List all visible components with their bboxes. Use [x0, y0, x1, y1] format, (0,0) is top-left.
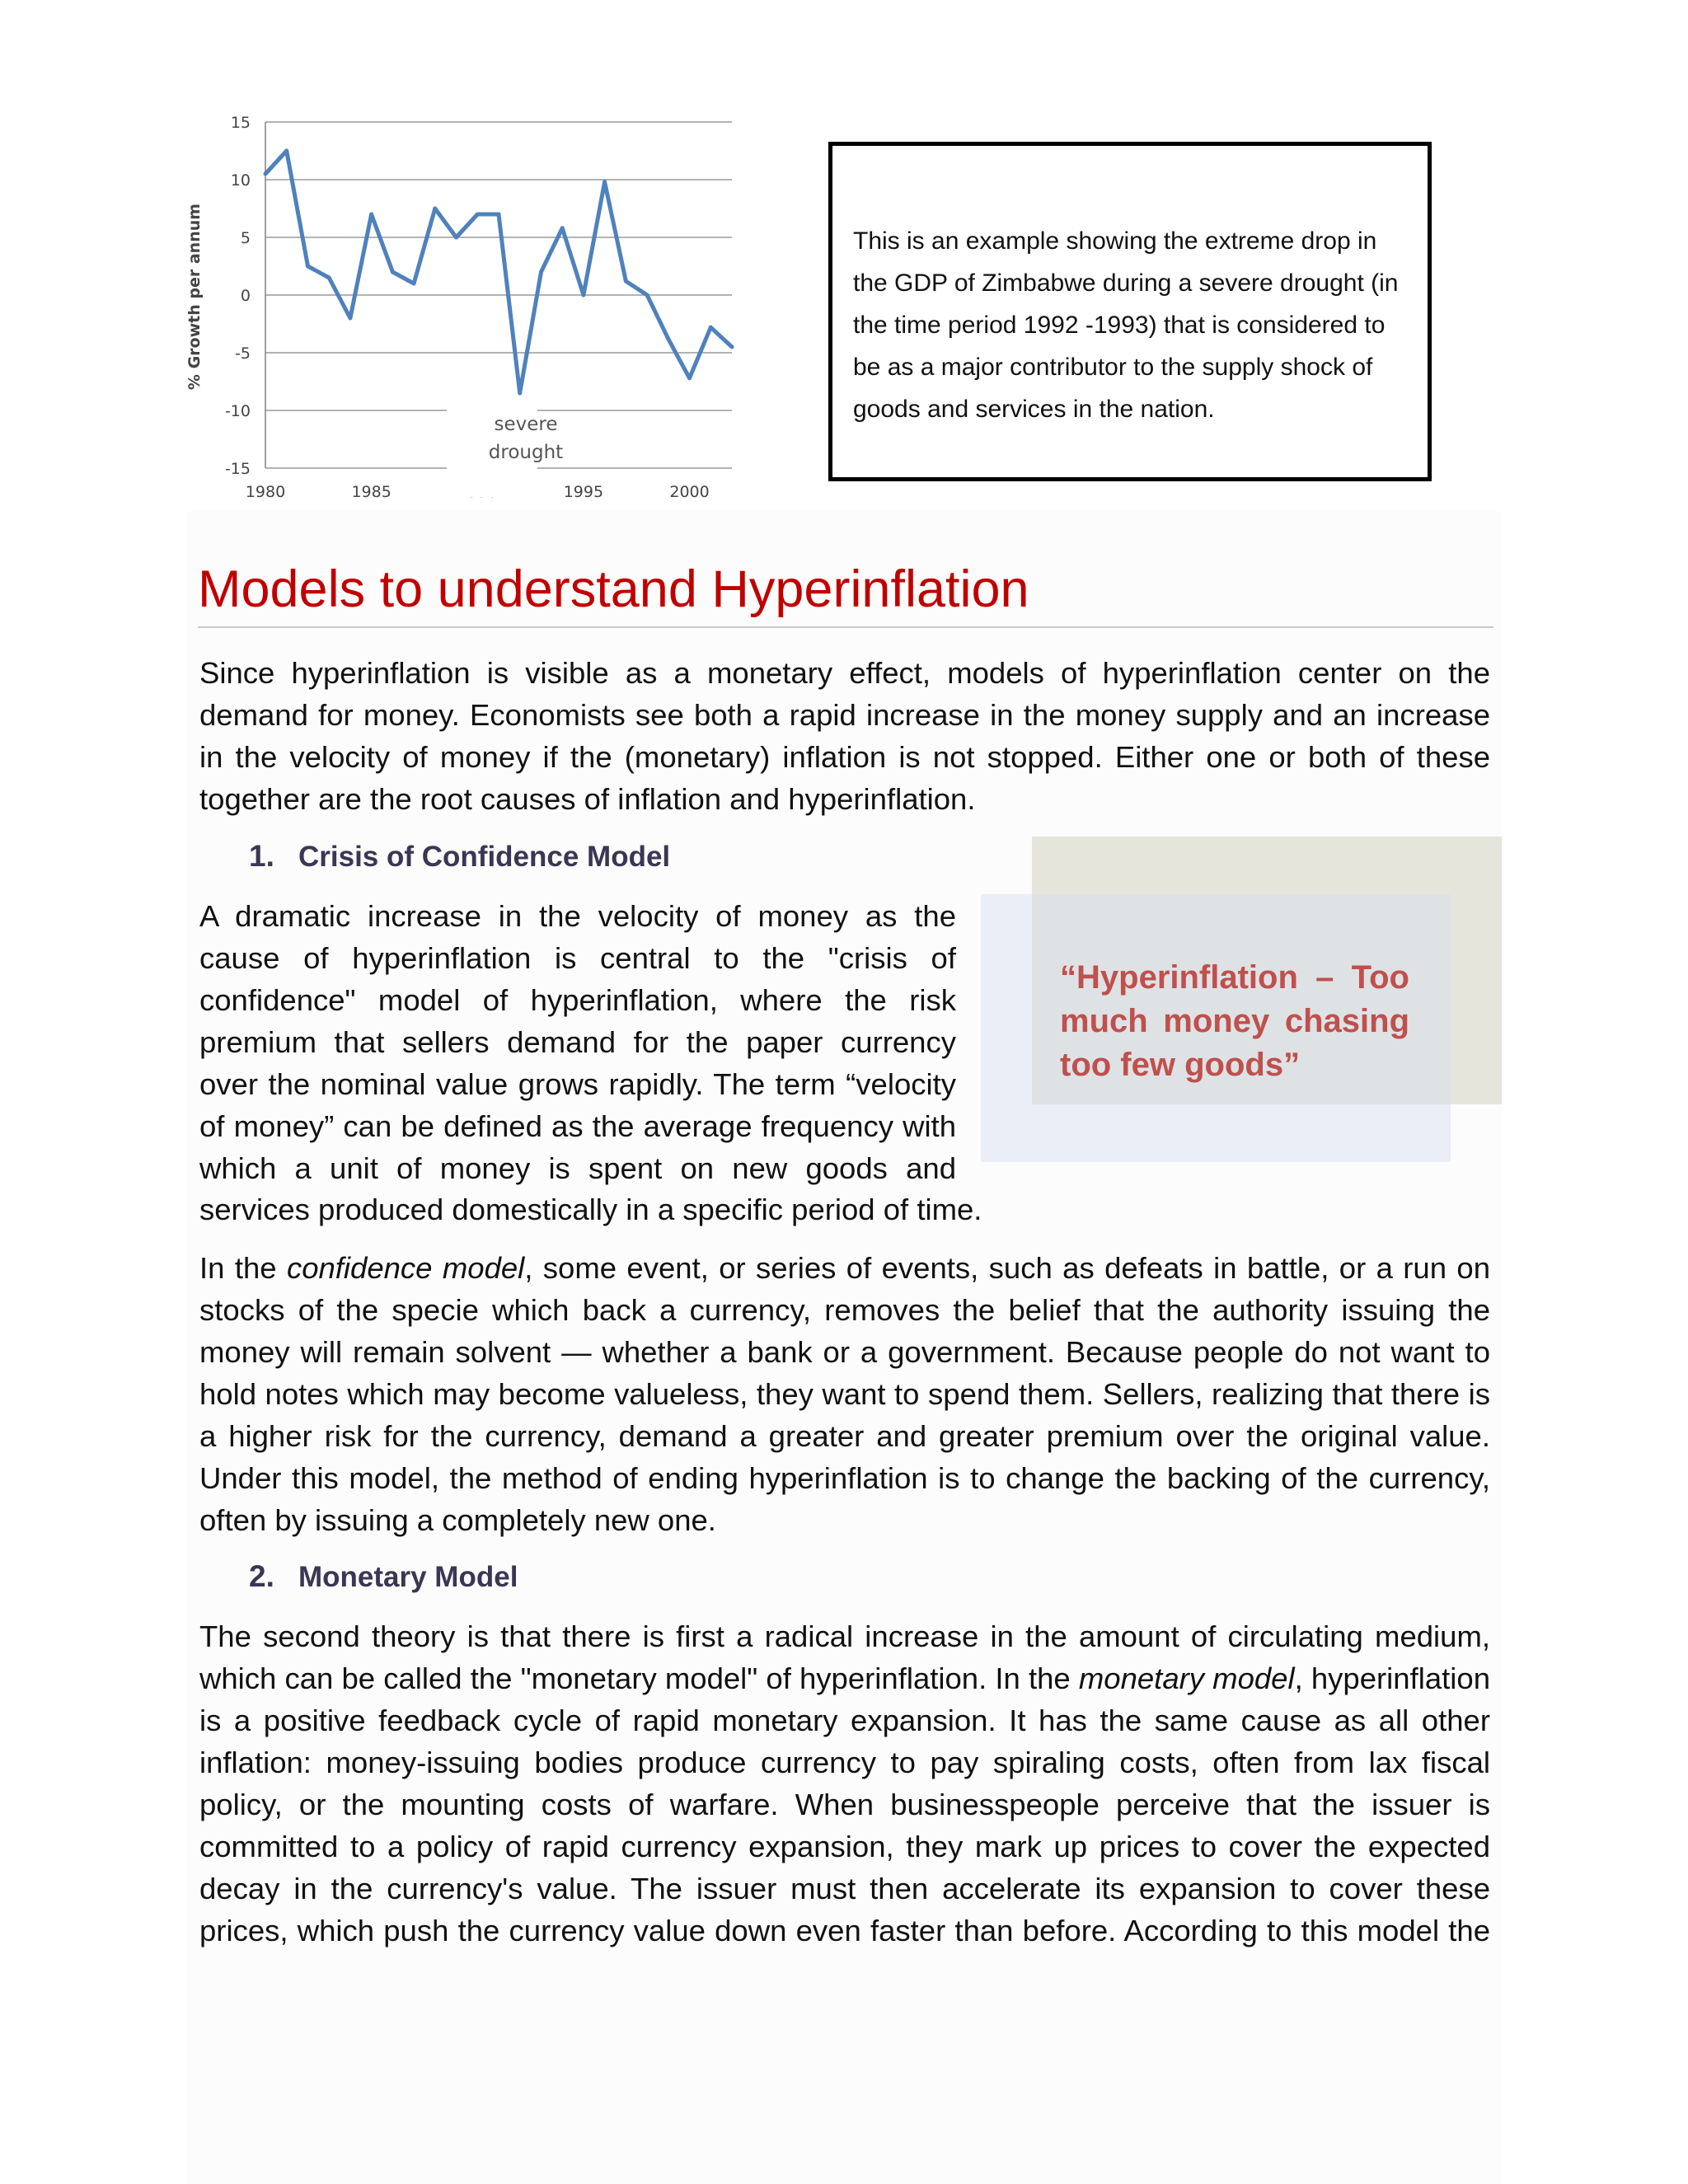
chart-caption-box [828, 142, 1432, 481]
model-2-title: Monetary Model [298, 1561, 518, 1593]
caption-line: goods and services in the nation. [853, 396, 1215, 423]
chart-y-tick-label: 10 [230, 171, 251, 190]
chart-annotation-line-2: drought [488, 442, 564, 463]
chart-data-point [709, 326, 713, 330]
chart-data-point [645, 293, 649, 298]
caption-line: the GDP of Zimbabwe during a severe drought (in [853, 269, 1399, 297]
chart-data-point [560, 226, 565, 230]
model-1-paragraph-1: A dramatic increase in the velocity of money as the cause of hyperinflation is central to the "crisis of confidence" model of hyperinflation, where the risk premium that sellers demand for the paper currency over the nominal value grows rapidly. The term “velocity of money” can be defined as the average frequency with which a unit of money is spent on new goods and [199, 899, 956, 1185]
section-heading: Models to understand Hyperinflation [198, 560, 1029, 618]
chart-data-point [369, 213, 373, 217]
chart-data-point [581, 293, 585, 298]
chart-y-tick-label: -10 [224, 402, 251, 420]
chart-data-point [730, 345, 734, 349]
caption-line: the time period 1992 -1993) that is considered to [853, 312, 1386, 339]
chart-y-tick-label: -15 [224, 460, 251, 478]
chart-data-point [306, 265, 310, 269]
pull-quote: “Hyperinflation – Too much money chasing too few goods” [1060, 959, 1409, 1083]
chart-data-point [454, 236, 458, 240]
chart-data-point [264, 172, 268, 176]
chart-data-point [687, 376, 692, 380]
caption-line: be as a major contributor to the supply shock of [853, 354, 1373, 381]
emphasis-confidence-model: confidence model [286, 1251, 525, 1285]
chart-data-point [433, 207, 437, 211]
chart-data-point [603, 180, 607, 184]
chart-x-tick-label: 1985 [351, 483, 392, 501]
model-2-paragraph [199, 1615, 1490, 1952]
text-run: In the [199, 1251, 287, 1285]
intro-paragraph: Since hyperinflation is visible as a monetary effect, models of hyperinflation center on the demand for money. Economists see both a rapid increase in the money supply and an increase in the velocity of money if the (monetary) inflation is not stopped. Either one or both of these together are the root causes of inflation and hyperinflation. [199, 656, 1490, 816]
chart-y-tick-label: 0 [240, 287, 251, 305]
text-run: , some event, or series of events, such as defeats in battle, or a run on stocks of the specie which back a currency, removes the belief that the authority issuing the money will remain solvent — whether a bank or a government. Because people do not want to hold notes which may become valueless, they want to spend them. Sellers, realizing that there is a higher risk for the currency, demand a greater and greater premium over the original value. Under this model, the method of ending hyperinflation is to change the backing of the currency, often by issuing a completely new one. [199, 1251, 1490, 1537]
model-1-heading [249, 836, 670, 878]
chart-y-tick-labels [225, 114, 251, 478]
chart-data-point [518, 391, 522, 396]
chart-data-point [391, 270, 395, 274]
heading-divider [198, 626, 1493, 628]
chart-data-point [539, 270, 543, 274]
chart-y-axis-label: % Growth per annum [185, 203, 204, 391]
chart-data-point [476, 213, 480, 217]
model-1-title: Crisis of Confidence Model [298, 841, 671, 873]
model-2-heading [249, 1556, 518, 1598]
chart-data-point [348, 316, 352, 321]
caption-line: This is an example showing the extreme drop in [853, 227, 1377, 255]
chart-series-layer [264, 149, 734, 396]
chart-x-tick-label: 1995 [563, 483, 604, 501]
model-1-paragraph-2 [199, 1247, 1490, 1541]
chart-data-point [284, 149, 288, 153]
chart-series-line [265, 151, 732, 393]
text-run: , hyperinflation is a positive feedback cycle of rapid monetary expansion. It has the same cause as all other inflation: money-issuing bodies produce currency to pay spiraling costs, often from lax fiscal policy, or the mounting costs of warfare. When businesspeople perceive that the issuer is committed to a policy of rapid currency expansion, they mark up prices to cover the expected decay in the currency's value. The issuer must then accelerate its expansion to cover these prices, which push the currency value down even faster than before. According to this model the [199, 1661, 1490, 1947]
gdp-growth-chart [183, 105, 740, 526]
chart-data-point [666, 337, 670, 341]
chart-y-tick-label: 15 [230, 114, 251, 132]
chart-data-point [497, 213, 501, 217]
chart-y-tick-label: 5 [240, 229, 251, 247]
chart-data-point [327, 276, 331, 280]
chart-data-point [412, 282, 416, 286]
chart-x-tick-label: 1980 [245, 483, 286, 501]
text-run: The second theory is that there is first a radical increase in the amount of circulating medium, which can be called the "monetary model" of hyperinflation. In the [199, 1619, 1490, 1695]
model-1-paragraph-1-end: services produced domestically in a specific period of time. [199, 1193, 982, 1226]
chart-x-tick-label: 2000 [669, 483, 710, 501]
emphasis-monetary-model: monetary model [1078, 1661, 1295, 1695]
model-1-number: 1. [249, 839, 274, 873]
model-2-number: 2. [249, 1559, 274, 1593]
chart-y-tick-label: -5 [235, 344, 251, 363]
chart-data-point [624, 279, 628, 284]
chart-annotation-line-1: severe [494, 414, 558, 435]
